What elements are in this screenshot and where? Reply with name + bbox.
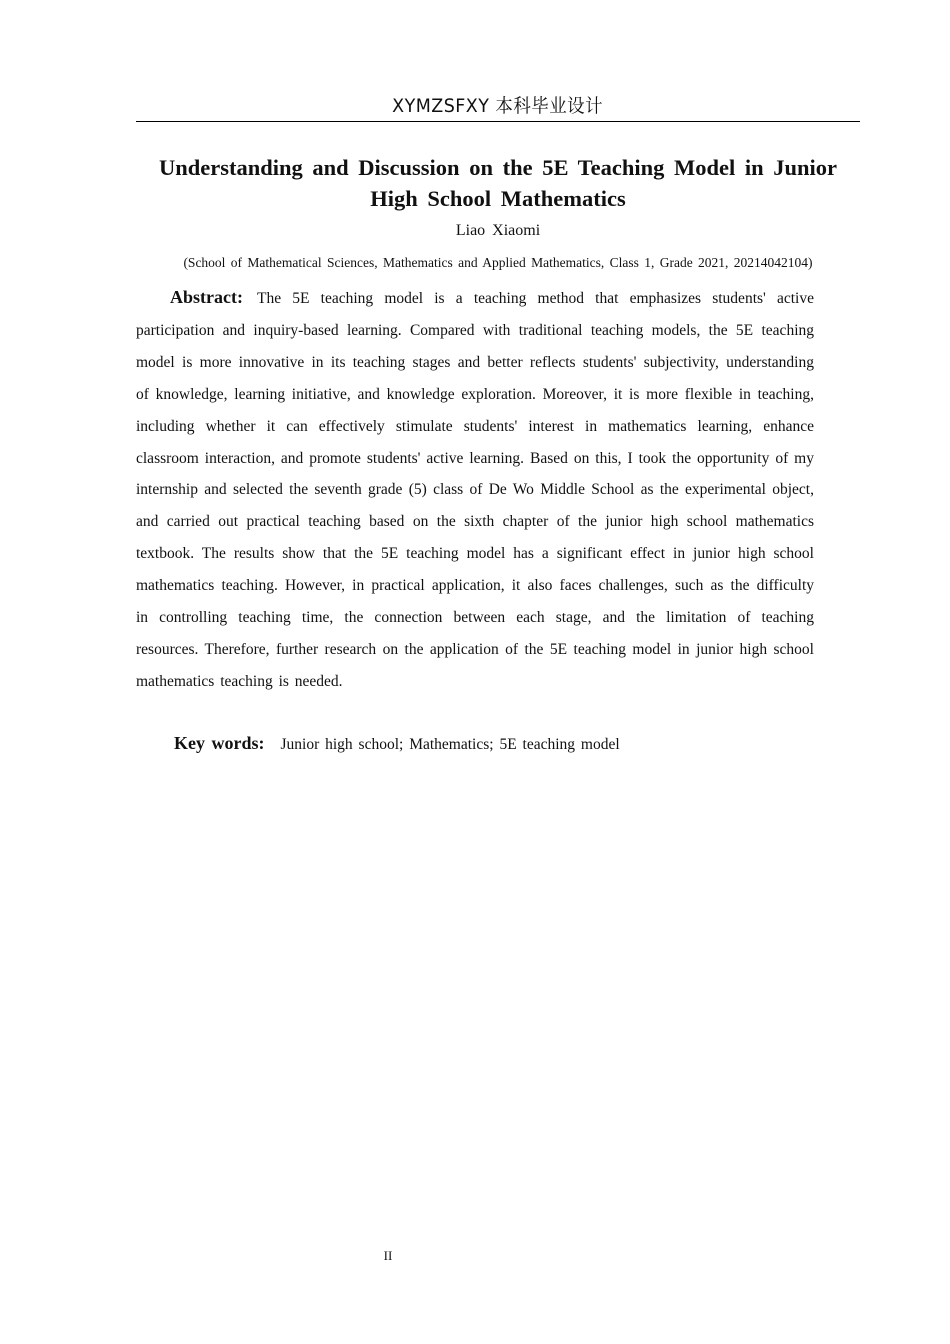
abstract-paragraph bbox=[136, 282, 814, 698]
abstract-text: The 5E teaching model is a teaching method that emphasizes students' active participation and inquiry-based learning. Compared with traditional teaching models, the 5E teaching model is more innovative in its teaching stages and better reflects students' subjectivity, understanding of knowledge, learning initiative, and knowledge exploration. Moreover, it is more flexible in teaching, including whether it can effectively stimulate students' interest in mathematics learning, enhance classroom interaction, and promote students' active learning. Based on this, I took the opportunity of my internship and selected the seventh grade (5) class of De Wo Middle School as the experimental object, and carried out practical teaching based on the sixth chapter of the junior high school mathematics textbook. The results show that the 5E teaching model has a significant effect in junior high school mathematics teaching. However, in practical application, it also faces challenges, such as the difficulty in controlling teaching time, the connection between each stage, and the limitation of teaching resources. Therefore, further research on the application of the 5E teaching model in junior high school mathematics teaching is needed. bbox=[136, 290, 814, 690]
abstract-label: Abstract: bbox=[170, 287, 243, 307]
keywords-paragraph bbox=[136, 728, 814, 760]
page-number: II bbox=[383, 1248, 393, 1263]
running-header bbox=[136, 92, 860, 122]
header-text: XYMZSFXY 本科毕业设计 bbox=[392, 95, 604, 117]
author-name: Liao Xiaomi bbox=[455, 222, 541, 239]
author-affiliation: (School of Mathematical Sciences, Mathematics and Applied Mathematics, Class 1, Grade 2021, 20214042104) bbox=[183, 255, 813, 270]
keywords-text: Junior high school; Mathematics; 5E teaching model bbox=[280, 736, 620, 753]
paper-title: Understanding and Discussion on the 5E Teaching Model in Junior High School Mathematics bbox=[158, 155, 838, 211]
keywords-label: Key words: bbox=[174, 733, 265, 753]
